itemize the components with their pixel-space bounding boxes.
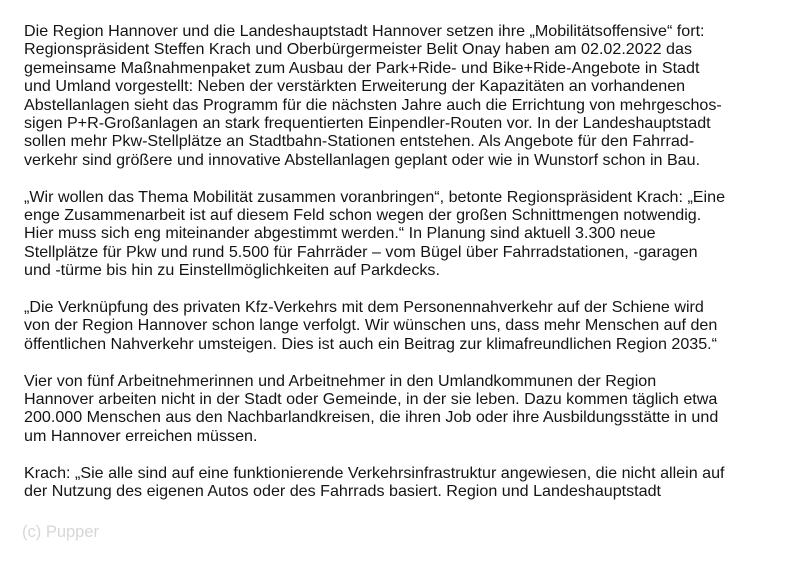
text-line: öffentlichen Nahverkehr umsteigen. Dies ist auch ein Beitrag zur klimafreundlichen Region 2035.“ (24, 334, 718, 353)
text-line: „Die Verknüpfung des privaten Kfz-Verkehrs mit dem Personennahverkehr auf der Schiene wird (24, 298, 704, 317)
text-line: Stellplätze für Pkw und rund 5.500 für Fahrräder – vom Bügel über Fahrradstationen, -garagen (24, 242, 698, 261)
text-line: sollen mehr Pkw-Stellplätze an Stadtbahn-Stationen entstehen. Als Angebote für den Fahrrad- (24, 132, 695, 151)
text-line: Abstellanlagen sieht das Programm für die nächsten Jahre auch die Errichtung von mehrgeschos- (24, 95, 722, 114)
text-line: Hannover arbeiten nicht in der Stadt oder Gemeinde, in der sie leben. Dazu kommen täglich etwa (24, 390, 718, 409)
text-line: 200.000 Menschen aus den Nachbarlandkreisen, die ihren Job oder ihre Ausbildungsstätte in und (24, 408, 719, 427)
paragraph-quote-krach (24, 188, 784, 280)
text-line: sigen P+R-Großanlagen an stark frequentierten Einpendler-Routen vor. In der Landeshauptstadt (24, 114, 711, 133)
paragraph-quote-verknuepfung (24, 298, 784, 353)
copyright-watermark: (c) Pupper (22, 523, 100, 541)
text-line: gemeinsame Maßnahmenpaket zum Ausbau der Park+Ride- und Bike+Ride-Angebote in Stadt (24, 58, 700, 77)
paragraph-pendler (24, 372, 784, 446)
text-line: „Wir wollen das Thema Mobilität zusammen voranbringen“, betonte Regionspräsident Krach: „Eine (24, 187, 726, 206)
text-line: Regionspräsident Steffen Krach und Oberbürgermeister Belit Onay haben am 02.02.2022 das (24, 40, 693, 59)
paragraph-krach-infrastruktur (24, 464, 784, 501)
text-line: um Hannover erreichen müssen. (24, 426, 258, 445)
text-line: enge Zusammenarbeit ist auf diesem Feld schon wegen der großen Schnittmengen notwendig. (24, 206, 702, 225)
text-line: Vier von fünf Arbeitnehmerinnen und Arbeitnehmer in den Umlandkommunen der Region (24, 371, 657, 390)
paragraph-intro (24, 22, 784, 169)
text-line: und Umland vorgestellt: Neben der verstärkten Erweiterung der Kapazitäten an vorhandenen (24, 77, 686, 96)
text-line: der Nutzung des eigenen Autos oder des Fahrrads basiert. Region und Landeshauptstadt (24, 482, 662, 501)
text-line: Krach: „Sie alle sind auf eine funktionierende Verkehrsinfrastruktur angewiesen, die nicht allein auf (24, 463, 725, 482)
text-line: verkehr sind größere und innovative Abstellanlagen geplant oder wie in Wunstorf schon in Bau. (24, 150, 701, 169)
text-line: von der Region Hannover schon lange verfolgt. Wir wünschen uns, dass mehr Menschen auf den (24, 316, 718, 335)
text-line: und -türme bis hin zu Einstellmöglichkeiten auf Parkdecks. (24, 261, 440, 280)
text-line: Die Region Hannover und die Landeshauptstadt Hannover setzen ihre „Mobilitätsoffensive“ fort: (24, 22, 705, 40)
article-text (24, 22, 784, 519)
text-line: Hier muss sich eng miteinander abgestimmt werden.“ In Planung sind aktuell 3.300 neue (24, 224, 656, 243)
